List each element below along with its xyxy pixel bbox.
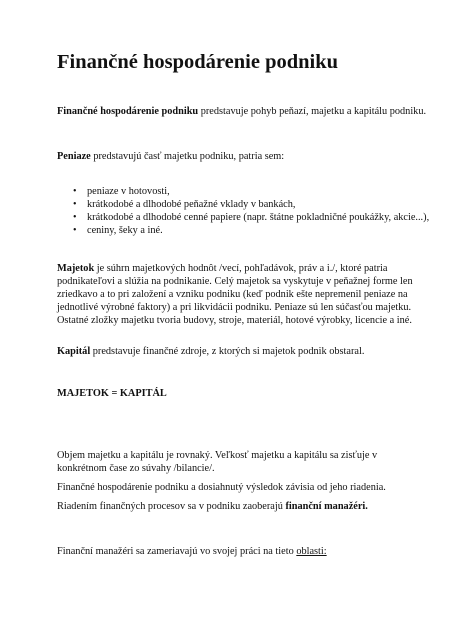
managers-term: finanční manažéri. <box>285 501 368 512</box>
areas-link: oblasti: <box>296 546 327 557</box>
areas-paragraph <box>57 545 437 558</box>
list-item: • krátkodobé a dlhodobé peňažné vklady v bankách, <box>57 198 429 211</box>
assets-paragraph <box>57 262 420 327</box>
capital-text: predstavuje finančné zdroje, z ktorých si majetok podnik obstaral. <box>90 346 365 357</box>
intro-term: Finančné hospodárenie podniku <box>57 106 199 117</box>
intro-paragraph <box>57 105 437 118</box>
equality-paragraph: Objem majetku a kapitálu je rovnaký. Veľkosť majetku a kapitálu sa zisťuje v konkrétnom čase zo súvahy /bilancie/. <box>57 450 378 474</box>
money-term: Peniaze <box>57 151 91 162</box>
capital-paragraph <box>57 345 437 358</box>
list-item: • peniaze v hotovosti, <box>57 185 429 198</box>
managers-paragraph <box>57 500 437 513</box>
list-item: • ceniny, šeky a iné. <box>57 224 429 237</box>
money-paragraph <box>57 150 437 163</box>
intro-text: predstavuje pohyb peňazí, majetku a kapitálu podniku. <box>198 106 427 117</box>
money-list <box>57 185 429 237</box>
assets-text: je súhrn majetkových hodnôt /vecí, pohľadávok, práv a i./, ktoré patria podnikateľovi a slúžia na podnikanie. Celý majetok sa vyskytuje v peňažnej forme len zriedkavo a to pri založení a vzniku podniku (keď podnik ešte nepremenil peniaze na jednotlivé výrobné faktory) a pri likvidácii podniku. Peniaze sú len súčasťou majetku. Ostatné zložky majetku tvoria budovy, stroje, materiál, hotové výrobky, licencie a iné. <box>57 263 413 326</box>
capital-term: Kapitál <box>57 346 91 357</box>
managers-text: Riadením finančných procesov sa v podniku zaoberajú <box>57 501 286 512</box>
page-title: Finančné hospodárenie podniku <box>57 51 339 73</box>
management-paragraph: Finančné hospodárenie podniku a dosiahnutý výsledok závisia od jeho riadenia. <box>57 482 386 493</box>
areas-text: Finanční manažéri sa zameriavajú vo svojej práci na tieto <box>57 546 297 557</box>
equation: MAJETOK = KAPITÁL <box>57 388 167 399</box>
assets-term: Majetok <box>57 263 95 274</box>
list-item: • krátkodobé a dlhodobé cenné papiere (napr. štátne pokladničné poukážky, akcie...), <box>57 211 429 224</box>
money-text: predstavujú časť majetku podniku, patria sem: <box>90 151 285 162</box>
